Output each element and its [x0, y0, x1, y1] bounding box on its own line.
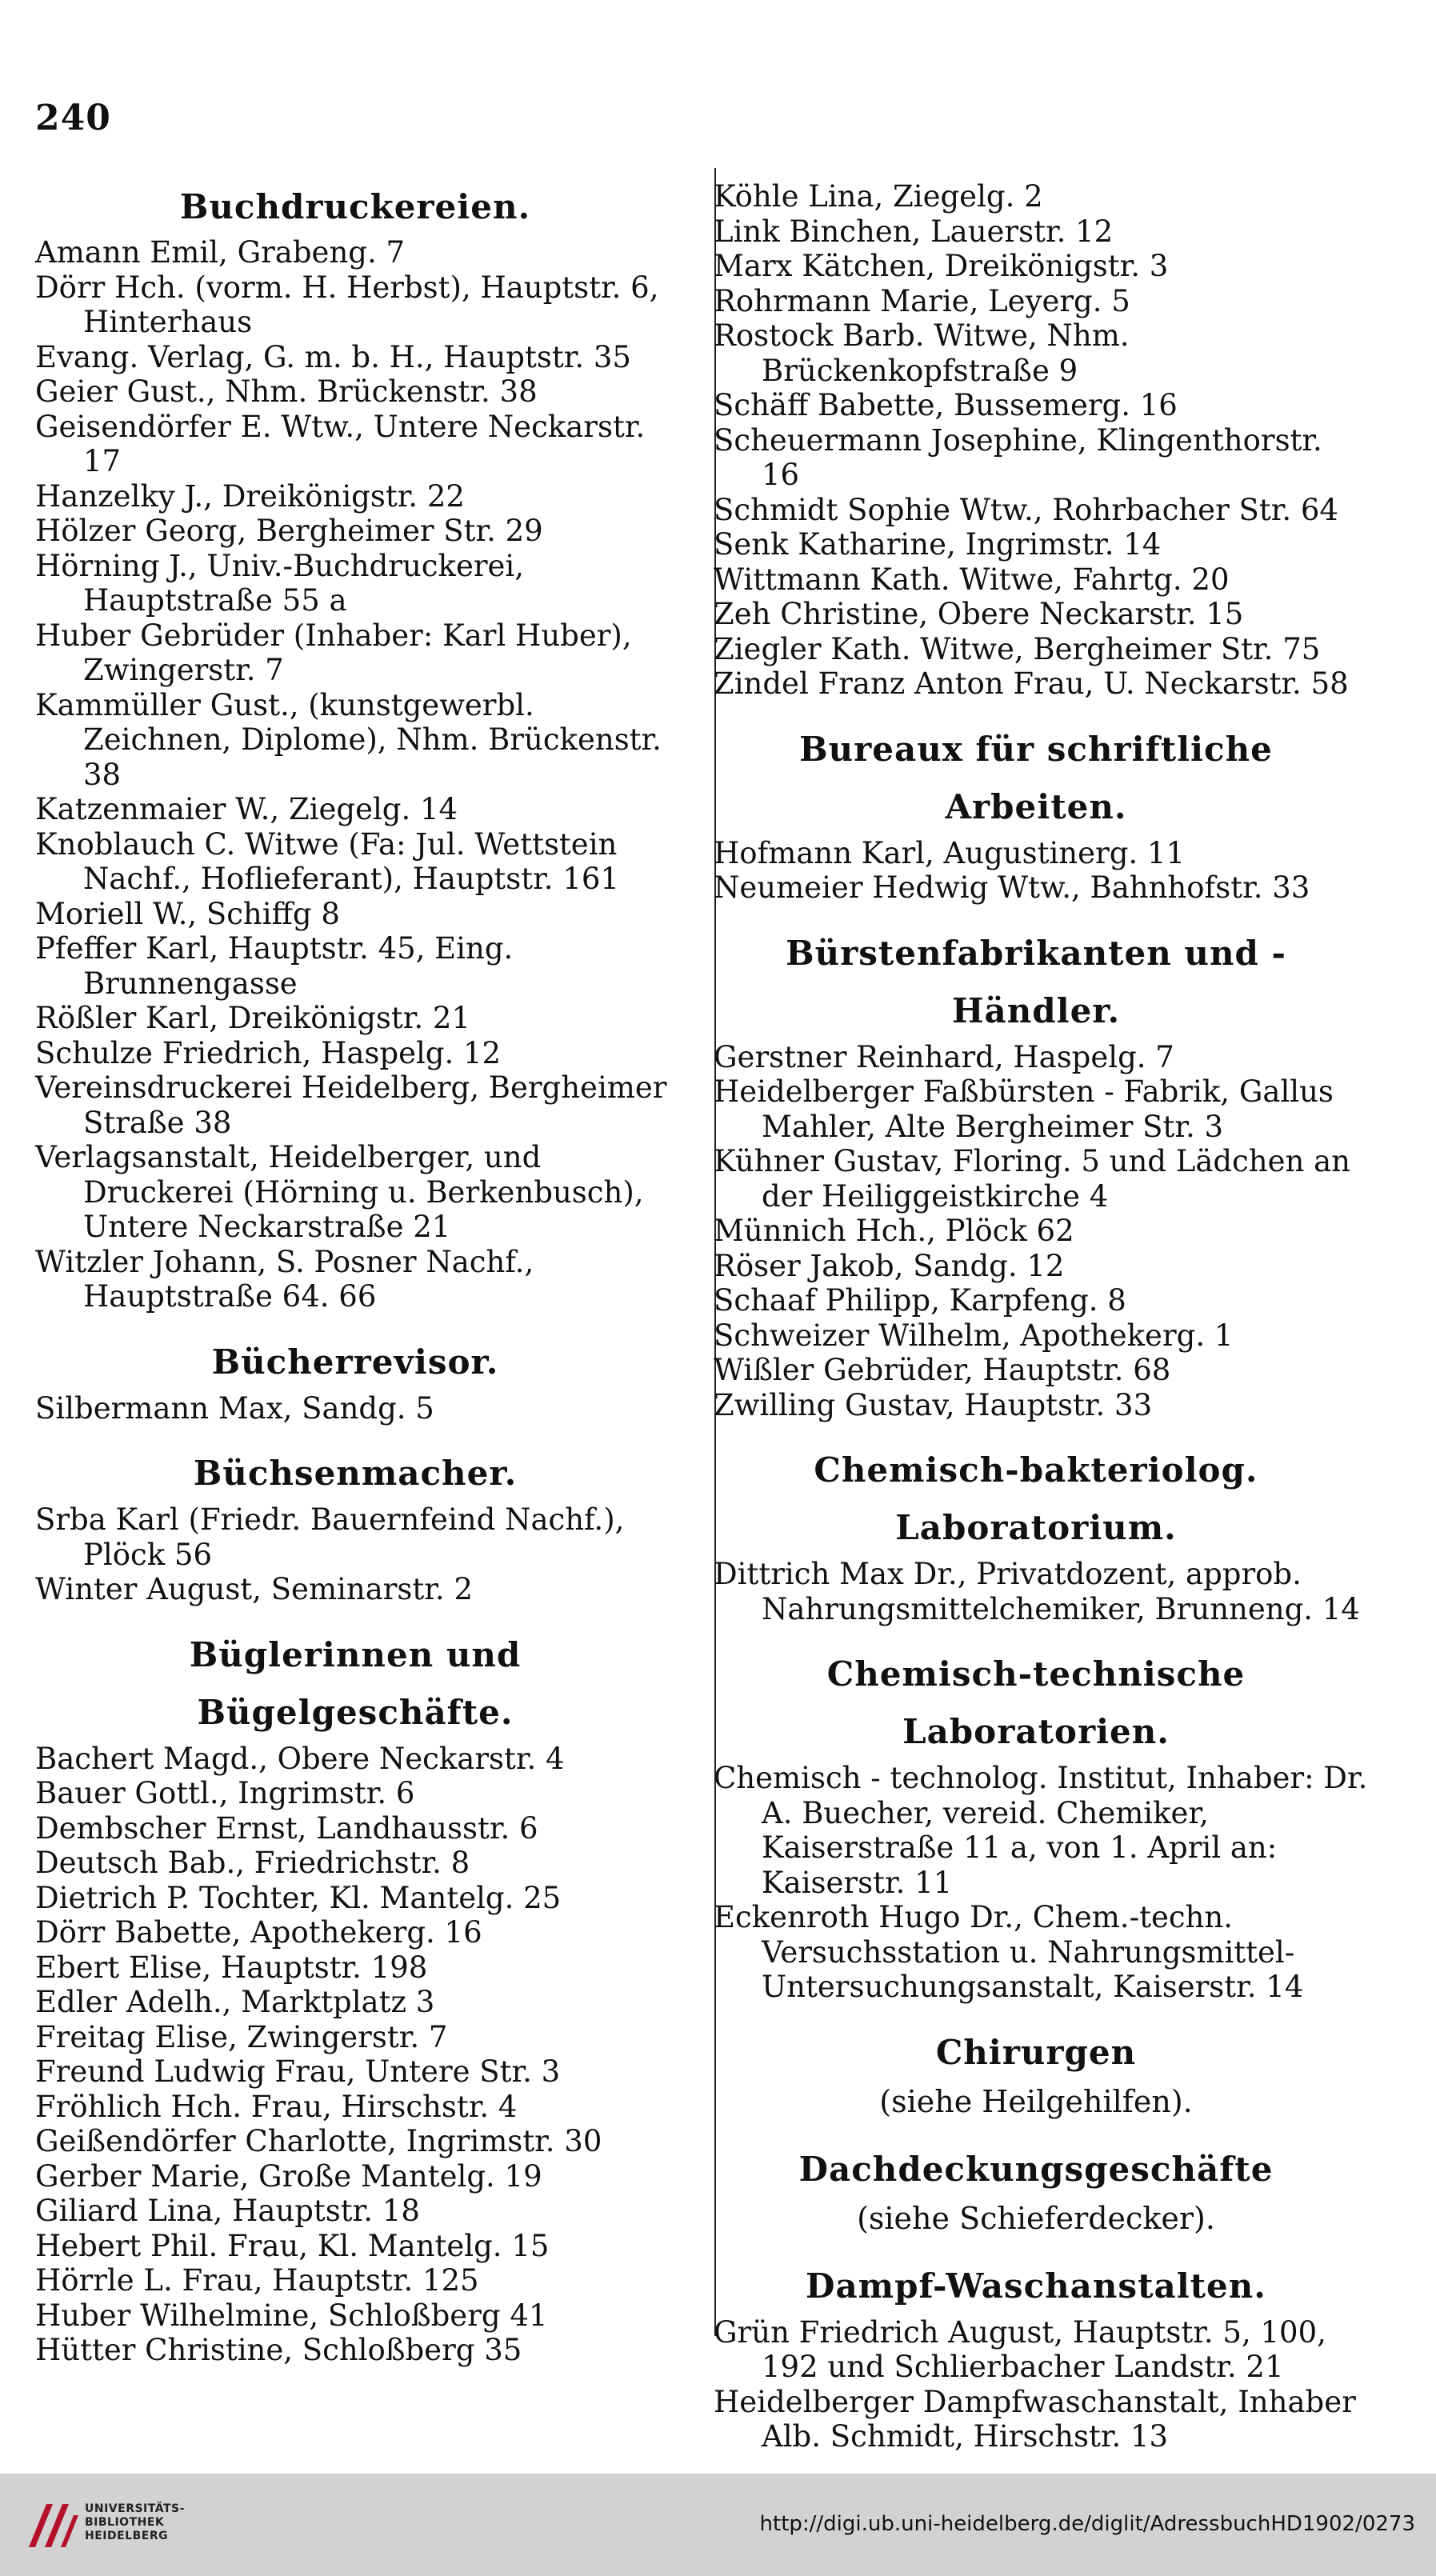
left-column [35, 179, 675, 2387]
section-heading: Bürstenfabrikanten und -Händler. [786, 933, 1286, 1030]
cross-reference-note: (siehe Schieferdecker). [857, 2200, 1215, 2236]
directory-entry: Freund Ludwig Frau, Untere Str. 3 [35, 2054, 561, 2089]
directory-section [704, 179, 1368, 702]
directory-entry: Dembscher Ernst, Landhausstr. 6 [35, 1810, 538, 1846]
directory-section [704, 925, 1368, 1423]
library-name-line: BIBLIOTHEK [85, 2516, 165, 2529]
right-column [704, 179, 1368, 2474]
directory-entry: Dittrich Max Dr., Privatdozent, approb. Nahrungsmittelchemiker, Brunneng. 14 [714, 1557, 1360, 1626]
directory-entry: Evang. Verlag, G. m. b. H., Hauptstr. 35 [35, 339, 631, 374]
directory-entry: Srba Karl (Friedr. Bauernfeind Nachf.), Plöck 56 [35, 1502, 625, 1572]
directory-entry: Rohrmann Marie, Leyerg. 5 [714, 283, 1130, 318]
directory-entry: Gerstner Reinhard, Haspelg. 7 [714, 1039, 1174, 1074]
directory-entry: Kühner Gustav, Floring. 5 und Lädchen an der Heiliggeistkirche 4 [714, 1144, 1350, 1214]
directory-entry: Vereinsdruckerei Heidelberg, Bergheimer Straße 38 [35, 1070, 667, 1140]
directory-entry: Katzenmaier W., Ziegelg. 14 [35, 792, 458, 826]
directory-entry: Geisendörfer E. Wtw., Untere Neckarstr. 17 [35, 409, 646, 478]
footer-bar [0, 2474, 1436, 2576]
directory-section [704, 2258, 1368, 2454]
directory-section [35, 1445, 675, 1607]
directory-entry: Eckenroth Hugo Dr., Chem.-techn. Versuchsstation u. Nahrungsmittel-Untersuchungsanstalt, Kaiserstr. 14 [714, 1900, 1304, 2004]
directory-entry: Hütter Christine, Schloßberg 35 [35, 2333, 522, 2367]
section-heading: Büglerinnen und Bügelgeschäfte. [189, 1634, 522, 1732]
directory-entry: Knoblauch C. Witwe (Fa: Jul. Wettstein Nachf., Hoflieferant), Hauptstr. 161 [35, 826, 619, 896]
directory-entry: Fröhlich Hch. Frau, Hirschstr. 4 [35, 2089, 518, 2124]
section-heading: Buchdruckereien. [179, 187, 531, 226]
directory-entry: Giliard Lina, Hauptstr. 18 [35, 2194, 420, 2228]
directory-entry: Bauer Gottl., Ingrimstr. 6 [35, 1776, 415, 1810]
directory-entry: Winter August, Seminarstr. 2 [35, 1572, 473, 1606]
directory-entry: Moriell W., Schiffg 8 [35, 896, 340, 931]
directory-entry: Hebert Phil. Frau, Kl. Mantelg. 15 [35, 2228, 550, 2263]
directory-entry: Schmidt Sophie Wtw., Rohrbacher Str. 64 [714, 492, 1338, 527]
source-url-link[interactable]: http://digi.ub.uni-heidelberg.de/diglit/AdressbuchHD1902/0273 [759, 2512, 1415, 2536]
cross-reference-note: (siehe Heilgehilfen). [879, 2083, 1193, 2119]
directory-entry: Wißler Gebrüder, Hauptstr. 68 [714, 1353, 1171, 1387]
directory-entry: Zindel Franz Anton Frau, U. Neckarstr. 58 [714, 666, 1349, 701]
directory-section [704, 721, 1368, 906]
directory-entry: Freitag Elise, Zwingerstr. 7 [35, 2019, 448, 2054]
directory-entry: Verlagsanstalt, Heidelberger, und Druckerei (Hörning u. Berkenbusch), Untere Neckarstraße 21 [35, 1140, 644, 1244]
directory-entry: Silbermann Max, Sandg. 5 [35, 1390, 434, 1426]
directory-entry: Heidelberger Dampfwaschanstalt, Inhaber Alb. Schmidt, Hirschstr. 13 [714, 2384, 1356, 2454]
directory-entry: Zeh Christine, Obere Neckarstr. 15 [714, 597, 1244, 631]
directory-entry: Köhle Lina, Ziegelg. 2 [714, 179, 1043, 214]
directory-entry: Link Binchen, Lauerstr. 12 [714, 214, 1114, 249]
directory-entry: Geier Gust., Nhm. Brückenstr. 38 [35, 374, 538, 409]
directory-entry: Hörning J., Univ.-Buchdruckerei, Hauptstraße 55 a [35, 548, 525, 618]
directory-entry: Wittmann Kath. Witwe, Fahrtg. 20 [714, 562, 1230, 597]
directory-entry: Dörr Hch. (vorm. H. Herbst), Hauptstr. 6, Hinterhaus [35, 270, 659, 339]
directory-entry: Grün Friedrich August, Hauptstr. 5, 100, 192 und Schlierbacher Landstr. 21 [714, 2314, 1326, 2384]
directory-section [704, 2024, 1368, 2122]
directory-entry: Dörr Babette, Apothekerg. 16 [35, 1915, 482, 1950]
directory-entry: Hölzer Georg, Bergheimer Str. 29 [35, 514, 543, 548]
directory-section [704, 2141, 1368, 2238]
directory-entry: Witzler Johann, S. Posner Nachf., Hauptstraße 64. 66 [35, 1244, 534, 1314]
directory-entry: Gerber Marie, Große Mantelg. 19 [35, 2158, 542, 2194]
directory-entry: Heidelberger Faßbürsten - Fabrik, Gallus Mahler, Alte Bergheimer Str. 3 [714, 1074, 1334, 1144]
directory-entry: Huber Gebrüder (Inhaber: Karl Huber), Zwingerstr. 7 [35, 618, 632, 687]
directory-entry: Ebert Elise, Hauptstr. 198 [35, 1950, 428, 1985]
directory-entry: Dietrich P. Tochter, Kl. Mantelg. 25 [35, 1880, 562, 1915]
library-name [85, 2502, 185, 2543]
library-name-line: HEIDELBERG [85, 2530, 169, 2542]
directory-entry: Senk Katharine, Ingrimstr. 14 [714, 527, 1162, 562]
section-heading: Dachdeckungsgeschäfte [798, 2149, 1274, 2189]
directory-entry: Chemisch - technolog. Institut, Inhaber: Dr. A. Buecher, vereid. Chemiker, Kaiserstraße 11 a, von 1. April an: Kaiserstr. 11 [714, 1761, 1368, 1900]
directory-entry: Rößler Karl, Dreikönigstr. 21 [35, 1001, 470, 1035]
directory-section [704, 1646, 1368, 2005]
directory-entry: Hanzelky J., Dreikönigstr. 22 [35, 478, 465, 514]
section-heading: Bücherrevisor. [211, 1342, 499, 1382]
directory-section [704, 1442, 1368, 1626]
directory-entry: Hofmann Karl, Augustinerg. 11 [714, 835, 1186, 870]
directory-entry: Rostock Barb. Witwe, Nhm. Brückenkopfstraße 9 [714, 318, 1130, 388]
section-heading: Bureaux für schriftliche Arbeiten. [799, 729, 1273, 826]
directory-entry: Bachert Magd., Obere Neckarstr. 4 [35, 1741, 565, 1776]
directory-entry: Röser Jakob, Sandg. 12 [714, 1248, 1065, 1283]
directory-entry: Neumeier Hedwig Wtw., Bahnhofstr. 33 [714, 870, 1310, 905]
library-name-line: UNIVERSITÄTS- [85, 2502, 185, 2515]
directory-entry: Zwilling Gustav, Hauptstr. 33 [714, 1387, 1153, 1422]
university-library-logo-icon [18, 2491, 86, 2560]
directory-entry: Geißendörfer Charlotte, Ingrimstr. 30 [35, 2124, 602, 2158]
directory-section [35, 179, 675, 1314]
directory-entry: Ziegler Kath. Witwe, Bergheimer Str. 75 [714, 631, 1321, 666]
directory-entry: Deutsch Bab., Friedrichstr. 8 [35, 1846, 470, 1880]
directory-entry: Hörrle L. Frau, Hauptstr. 125 [35, 2263, 479, 2298]
directory-entry: Schaaf Philipp, Karpfeng. 8 [714, 1283, 1126, 1318]
directory-entry: Pfeffer Karl, Hauptstr. 45, Eing. Brunnengasse [35, 931, 514, 1001]
section-heading: Chemisch-technische Laboratorien. [826, 1654, 1246, 1751]
directory-entry: Schweizer Wilhelm, Apothekerg. 1 [714, 1318, 1234, 1353]
directory-entry: Edler Adelh., Marktplatz 3 [35, 1985, 435, 2019]
section-heading: Chemisch-bakteriolog. Laboratorium. [814, 1450, 1258, 1547]
section-heading: Dampf-Waschanstalten. [806, 2266, 1266, 2306]
section-heading: Büchsenmacher. [193, 1454, 518, 1493]
section-heading: Chirurgen [935, 2032, 1137, 2072]
directory-entry: Schulze Friedrich, Haspelg. 12 [35, 1035, 502, 1070]
directory-entry: Huber Wilhelmine, Schloßberg 41 [35, 2298, 548, 2333]
page-number: 240 [35, 98, 111, 138]
directory-entry: Kammüller Gust., (kunstgewerbl. Zeichnen, Diplome), Nhm. Brückenstr. 38 [35, 687, 662, 792]
directory-entry: Scheuermann Josephine, Klingenthorstr. 16 [714, 422, 1322, 492]
directory-entry: Münnich Hch., Plöck 62 [714, 1214, 1074, 1248]
directory-section [35, 1334, 675, 1426]
directory-section [35, 1626, 675, 2368]
directory-entry: Schäff Babette, Bussemerg. 16 [714, 388, 1178, 422]
directory-entry: Marx Kätchen, Dreikönigstr. 3 [714, 249, 1169, 283]
directory-entry: Amann Emil, Grabeng. 7 [35, 235, 406, 270]
